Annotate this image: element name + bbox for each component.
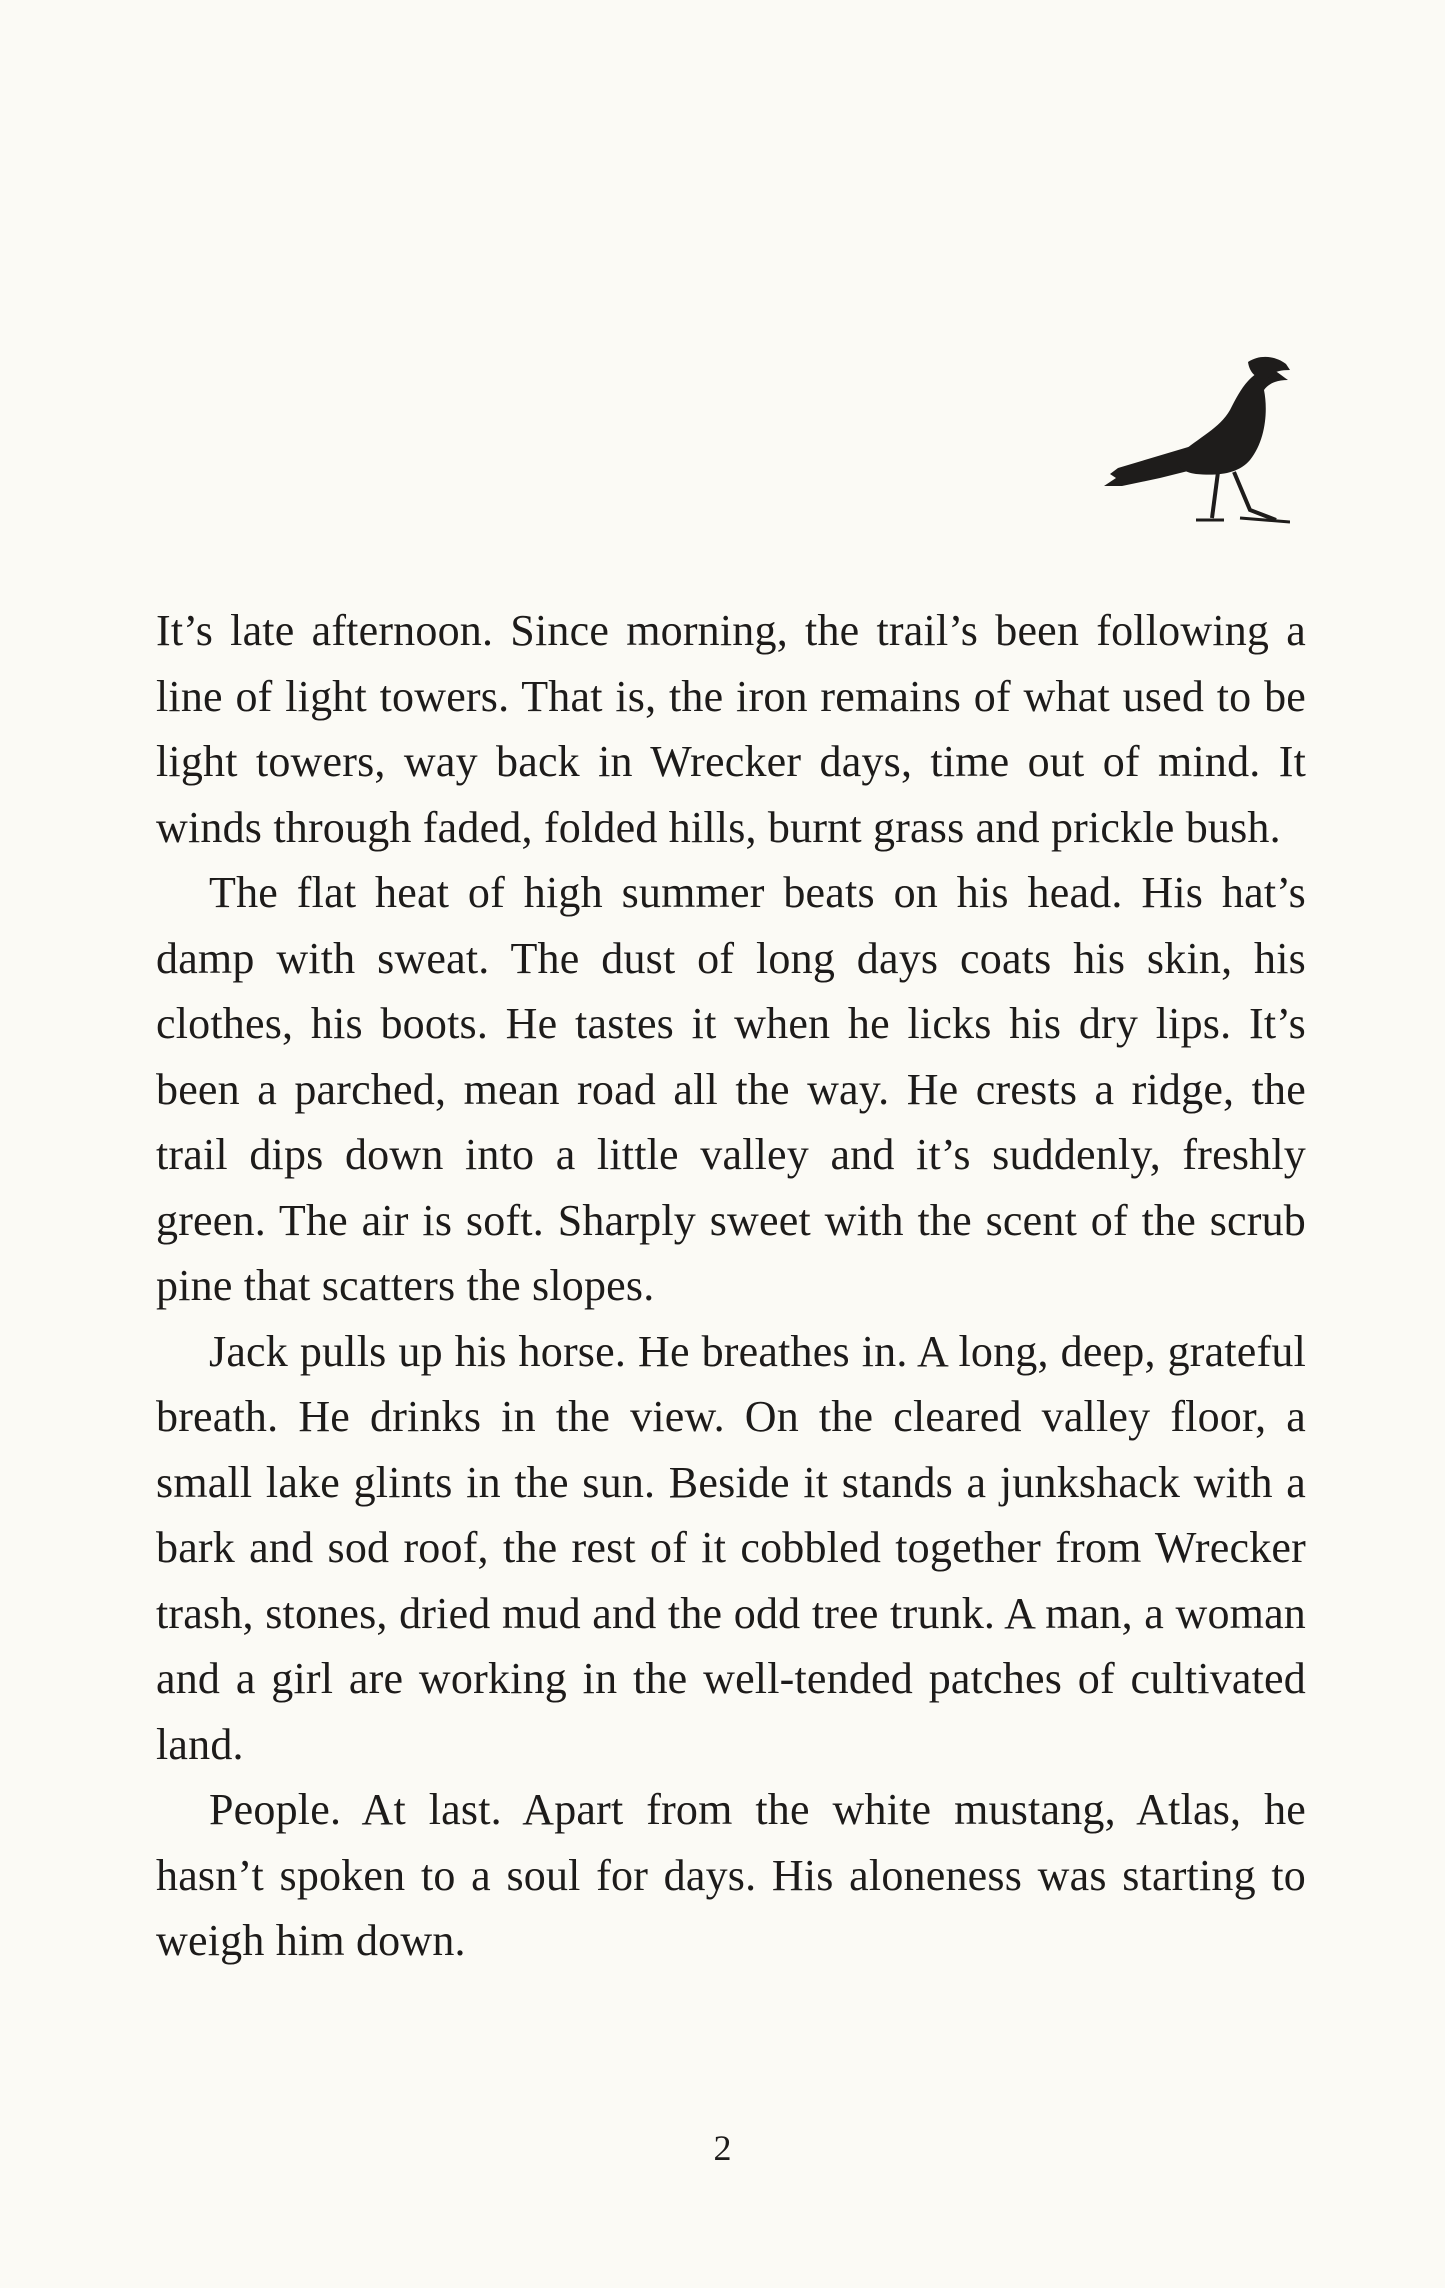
page-number: 2 (713, 2128, 732, 2168)
paragraph-2: The flat heat of high summer beats on his head. His hat’s damp with sweat. The dust of long days coats his skin, his clothes, his boots. He tastes it when he licks his dry lips. It’s been a parched, mean road all the way. He crests a ridge, the trail dips down into a little valley and it’s suddenly, freshly green. The air is soft. Sharply sweet with the scent of the scrub pine that scatters the slopes. (156, 868, 1306, 1310)
paragraph-4: People. At last. Apart from the white mustang, Atlas, he hasn’t spoken to a soul for days. His aloneness was starting to weigh him down. (156, 1785, 1306, 1965)
body-text (156, 598, 1306, 1974)
crow-icon (1100, 350, 1290, 535)
paragraph-3: Jack pulls up his horse. He breathes in. A long, deep, grateful breath. He drinks in the view. On the cleared valley floor, a small lake glints in the sun. Beside it stands a junkshack with a bark and sod roof, the rest of it cobbled together from Wrecker trash, stones, dried mud and the odd tree trunk. A man, a woman and a girl are working in the well-tended patches of cultivated land. (156, 1326, 1306, 1769)
paragraph-1: It’s late afternoon. Since morning, the trail’s been following a line of light towers. That is, the iron remains of what used to be light towers, way back in Wrecker days, time out of mind. It winds through faded, folded hills, burnt grass and prickle bush. (156, 606, 1306, 852)
